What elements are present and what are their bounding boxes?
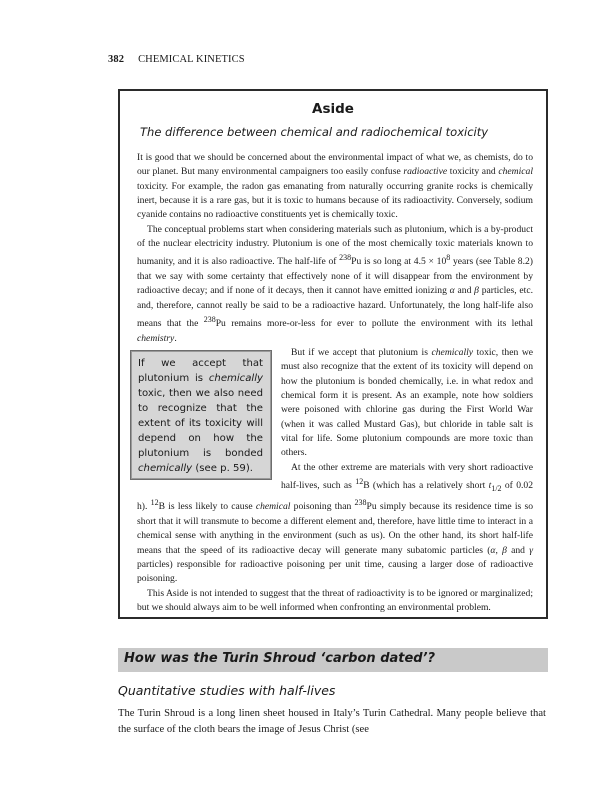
aside-paragraph-2: The conceptual problems start when considering materials such as plutonium, which is a by-product of the nuclear electricity industry. Plutonium is one of the most chemically toxic materials known to humanity, and it is also radioactive. The half-life of $^{238}$Pu is so long at $4.5 \times 10^8$ years (see Table 8.2) that we say with some certainty that effectively none of it will disappear from the environment by radioactive decay; and if none of it decays, then it cannot have emitted ionizing α and β particles, etc. and, therefore, cannot really be said to be a radioactive hazard. Unfortunately, the long half-life also means that the $^{238}$Pu remains more-or-less for ever to pollute the environment with its lethal chemistry. xyxy=(137,223,533,344)
aside-body xyxy=(137,151,533,615)
margin-note: If we accept that plutonium is chemically toxic, then we also need to recognize that the extent of its toxicity will depend on how the plutonium is bonded chemically (see p. 59). xyxy=(131,351,271,479)
section-subheading: Quantitative studies with half-lives xyxy=(118,683,336,698)
aside-paragraph-4: At the other extreme are materials with very short radioactive half-lives, such as $^{12}$B (which has a relatively short $t_{1/2}$ of 0.02 h). $^{12}$B is less likely to cause chemical poisoning than $^{238}$Pu simply because its residence time is so short that it will transmute to become a different element and, therefore, have little time to interact in a chemical sense with anything in the environment (such as us). On the other hand, its short half-life means that the speed of its radioactive decay will generate many subatomic particles (α, β and γ particles) responsible for radioactive poisoning per unit time, causing a larger dose of radioactive poisoning. xyxy=(137,461,533,585)
section-heading: How was the Turin Shroud ‘carbon dated’? xyxy=(124,651,436,666)
aside-paragraph-1: It is good that we should be concerned about the environmental impact of what we, as chemists, do to our planet. But many environmental campaigners too easily confuse radioactive toxicity and chemical toxicity. For example, the radon gas emanating from naturally occurring granite rocks is chemically inert, because it is a rare gas, but it is toxic to humans because of its radioactivity. Conversely, sodium cyanide contains no radioactive constituents yet is chemically toxic. xyxy=(137,152,533,221)
running-head xyxy=(108,54,245,65)
main-paragraph-1: The Turin Shroud is a long linen sheet housed in Italy’s Turin Cathedral. Many people believe that the surface of the cloth bears the image of Jesus Christ (see xyxy=(118,708,546,735)
main-body xyxy=(118,706,546,737)
aside-title: Aside xyxy=(312,101,354,117)
aside-box xyxy=(118,89,548,619)
section-heading-bar xyxy=(118,648,548,672)
aside-paragraph-5: This Aside is not intended to suggest that the threat of radioactivity is to be ignored or marginalized; but we should always aim to be well informed when confronting an environmental problem. xyxy=(137,587,533,613)
page-number: 382 xyxy=(108,54,125,65)
aside-subtitle: The difference between chemical and radiochemical toxicity xyxy=(140,125,489,139)
aside-paragraph-3: But if we accept that plutonium is chemically toxic, then we must also recognize that the extent of its toxicity will depend on how the plutonium is bonded chemically, i.e. in what redox and chemical form it is present. As an example, note how soldiers were poisoned with chlorine gas during the First World War (when it was called Mustard Gas), but chloride in table salt is vital for life. Some plutonium compounds are more toxic than others. xyxy=(281,346,534,459)
running-section-title: CHEMICAL KINETICS xyxy=(138,54,245,65)
